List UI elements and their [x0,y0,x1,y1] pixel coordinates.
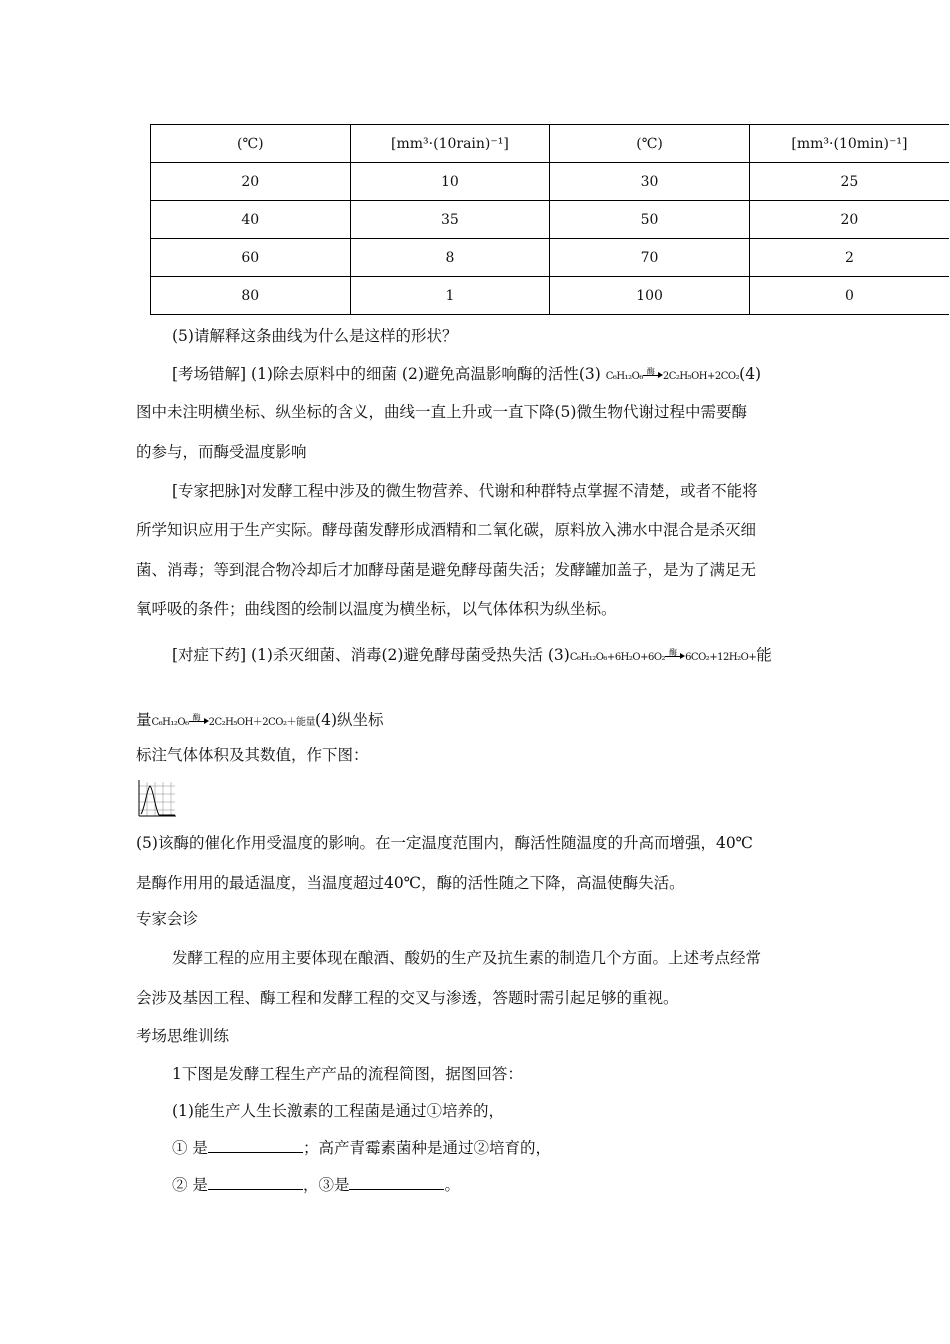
header-cell: [mm³·(10rain)⁻¹] [350,125,550,163]
question-5: (5)请解释这条曲线为什么是这样的形状？ [172,327,458,345]
answer-blank[interactable] [208,1138,303,1153]
remedy-line-3: 标注气体体积及其数值，作下图： [136,746,369,764]
reaction-arrow [665,648,685,660]
wrong-answer-line-2: 图中未注明横坐标、纵坐标的含义，曲线一直上升或一直下降(5)微生物代谢过程中需要酶 [136,403,747,421]
remedy-text: (4)纵坐标 [315,711,384,729]
equation-right: 6CO₂+12H₂O+ [685,652,757,663]
answer-blank[interactable] [208,1175,303,1190]
table-cell: 8 [350,239,550,277]
table-cell: 40 [151,201,351,239]
expert-pulse-line-3: 菌、消毒；等到混合物冷却后才加酵母菌是避免酵母菌失活；发酵罐加盖子，是为了满足无 [136,561,757,579]
consult-line-2: 会涉及基因工程、酶工程和发酵工程的交叉与渗透，答题时需引起足够的重视。 [136,989,679,1007]
header-cell: [mm³·(10min)⁻¹] [749,125,949,163]
table-cell: 0 [749,277,949,315]
section-heading-exam-training: 考场思维训练 [136,1027,230,1045]
catalyst-label: 酶 [646,367,655,376]
wrong-answer-line-1 [172,364,761,387]
table-cell: 35 [350,201,550,239]
header-cell: (℃) [550,125,750,163]
table-cell: 80 [151,277,351,315]
fill-label: 。 [444,1176,460,1194]
consult-line-1: 发酵工程的应用主要体现在酿酒、酸奶的生产及抗生素的制造几个方面。上述考点经常 [172,949,762,967]
table-cell: 60 [151,239,351,277]
equation-left: C₆H₁₂O₆+6H₂O+6O₂ [569,652,666,663]
table-cell: 50 [550,201,750,239]
training-question-1-part-1: (1)能生产人生长激素的工程菌是通过①培养的， [172,1102,504,1120]
table-header-row [151,125,950,163]
wrong-answer-text: (4) [739,365,762,383]
table-row [151,201,950,239]
remedy-text: 能 [756,646,772,664]
catalyst-label: 酶 [192,713,201,722]
answer-blank[interactable] [349,1175,444,1190]
data-table [150,124,949,315]
table-row [151,277,950,315]
table-cell: 20 [749,201,949,239]
remedy-text: [对症下药] (1)杀灭细菌、消毒(2)避免酵母菌受热失活 (3) [172,646,570,664]
fill-label: ；高产青霉素菌种是通过②培育的， [302,1139,551,1157]
table-cell: 20 [151,163,351,201]
fill-line-2 [172,1175,460,1195]
expert-pulse-line-1: [专家把脉]对发酵工程中涉及的微生物营养、代谢和种群特点掌握不清楚，或者不能将 [172,482,758,500]
answer-5-line-2: 是酶作用用的最适温度，当温度超过40℃，酶的活性随之下降，高温使酶失活。 [136,874,685,892]
fill-label: ① 是 [172,1139,208,1157]
remedy-line-2 [136,710,384,733]
fill-line-1 [172,1138,551,1158]
table-cell: 1 [350,277,550,315]
catalyst-label: 酶 [669,648,678,657]
reaction-arrow [643,367,663,379]
fill-label: ，③是 [302,1176,350,1194]
table-cell: 25 [749,163,949,201]
expert-pulse-line-4: 氧呼吸的条件；曲线图的绘制以温度为横坐标，以气体体积为纵坐标。 [136,600,617,618]
table-cell: 100 [550,277,750,315]
fill-label: ② 是 [172,1176,208,1194]
wrong-answer-line-3: 的参与，而酶受温度影响 [136,443,307,461]
equation-right: 2C₂H₅OH＋2CO₂＋能量 [208,717,316,728]
reaction-arrow [189,713,209,725]
equation-right: 2C₂H₅OH+2CO₂ [662,371,740,382]
table-row [151,239,950,277]
header-cell: (℃) [151,125,351,163]
answer-5-line-1: (5)该酶的催化作用受温度的影响。在一定温度范围内，酶活性随温度的升高而增强，40℃ [136,834,754,852]
table-row [151,163,950,201]
wrong-answer-text: [考场错解] (1)除去原料中的细菌 (2)避免高温影响酶的活性(3) [172,365,606,383]
remedy-text: 量 [136,711,152,729]
training-question-1: 1下图是发酵工程生产产品的流程简图，据图回答： [172,1065,523,1083]
equation-left: C₆H₁₂O₆ [605,371,643,382]
table-cell: 70 [550,239,750,277]
remedy-line-1 [172,645,772,668]
table-cell: 30 [550,163,750,201]
section-heading-expert-consult: 专家会诊 [136,910,199,928]
expert-pulse-line-2: 所学知识应用于生产实际。酵母菌发酵形成酒精和二氧化碳，原料放入沸水中混合是杀灭细 [136,521,757,539]
equation-left: C₆H₁₂O₆ [151,717,189,728]
table-cell: 2 [749,239,949,277]
temperature-curve-thumbnail [135,778,177,820]
table-cell: 10 [350,163,550,201]
